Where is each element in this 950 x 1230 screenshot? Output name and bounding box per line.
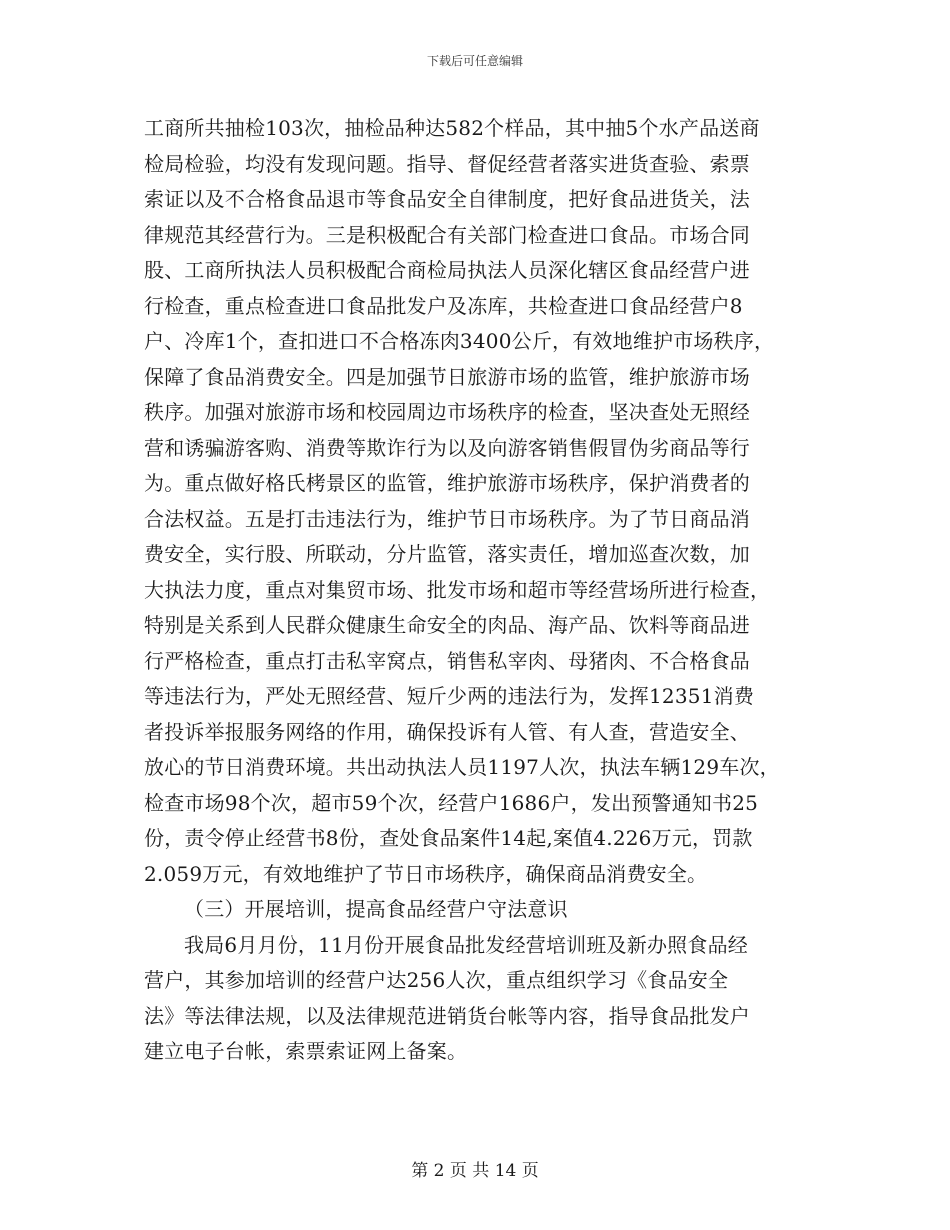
text-line: 行严格检查，重点打击私宰窝点，销售私宰肉、母猪肉、不合格食品 [144,648,750,673]
text-line: 检查市场98个次，超市59个次，经营户1686户，发出预警通知书25 [144,790,759,815]
text-line: 放心的节日消费环境。共出动执法人员1197人次，执法车辆129车次， [144,755,780,779]
document-body [144,111,808,1070]
text-line: 检局检验，均没有发现问题。指导、督促经营者落实进货查验、索票 [144,151,750,176]
text-line: 律规范其经营行为。三是积极配合有关部门检查进口食品。市场合同 [144,222,750,247]
text-line: 特别是关系到人民群众健康生命安全的肉品、海产品、饮料等商品进 [144,613,750,637]
text-line: 等违法行为，严处无照经营、短斤少两的违法行为，发挥12351消费 [144,684,755,708]
text-line: 索证以及不合格食品退市等食品安全自律制度，把好食品进货关，法 [144,187,750,211]
paragraph-2 [144,928,808,1070]
text-line: 股、工商所执法人员积极配合商检局执法人员深化辖区食品经营户进 [144,258,750,282]
text-line: 秩序。加强对旅游市场和校园周边市场秩序的检查，坚决查处无照经 [144,400,750,424]
text-line: 营户，其参加培训的经营户达256人次，重点组织学习《食品安全 [144,968,729,992]
text-line: 工商所共抽检103次，抽检品种达582个样品，其中抽5个水产品送商 [144,116,760,140]
text-line: 营和诱骗游客购、消费等欺诈行为以及向游客销售假冒伪劣商品等行 [144,435,750,460]
text-line: 我局6月月份，11月份开展食品批发经营培训班及新办照食品经 [184,932,748,957]
text-line: 2.059万元，有效地维护了节日市场秩序，确保商品消费安全。 [144,861,708,886]
text-line: 合法权益。五是打击违法行为，维护节日市场秩序。为了节日商品消 [144,506,750,531]
paragraph-1 [144,111,808,892]
text-line: 份，责令停止经营书8份，查处食品案件14起,案值4.226万元，罚款 [144,826,753,850]
text-line: 保障了食品消费安全。四是加强节日旅游市场的监管，维护旅游市场 [144,364,750,389]
text-line: 费安全，实行股、所联动，分片监管，落实责任，增加巡查次数，加 [144,542,750,566]
section-subheading: （三）开展培训，提高食品经营户守法意识 [184,897,568,921]
page-header: 下载后可任意编辑 [426,54,523,68]
page-footer: 第 2 页 共 14 页 [411,1161,539,1181]
text-line: 者投诉举报服务网络的作用，确保投诉有人管、有人查，营造安全、 [144,719,750,744]
text-line: 户、冷库1个，查扣进口不合格冻肉3400公斤，有效地维护市场秩序， [144,329,775,353]
text-line: 大执法力度，重点对集贸市场、批发市场和超市等经营场所进行检查， [144,577,771,602]
text-line: 为。重点做好格氏栲景区的监管，维护旅游市场秩序，保护消费者的 [144,471,750,495]
text-line: 法》等法律法规，以及法律规范进销货台帐等内容，指导食品批发户 [144,1003,750,1028]
text-line: 建立电子台帐，索票索证网上备案。 [144,1039,468,1063]
text-line: 行检查，重点检查进口食品批发户及冻库，共检查进口食品经营户8 [144,293,743,318]
